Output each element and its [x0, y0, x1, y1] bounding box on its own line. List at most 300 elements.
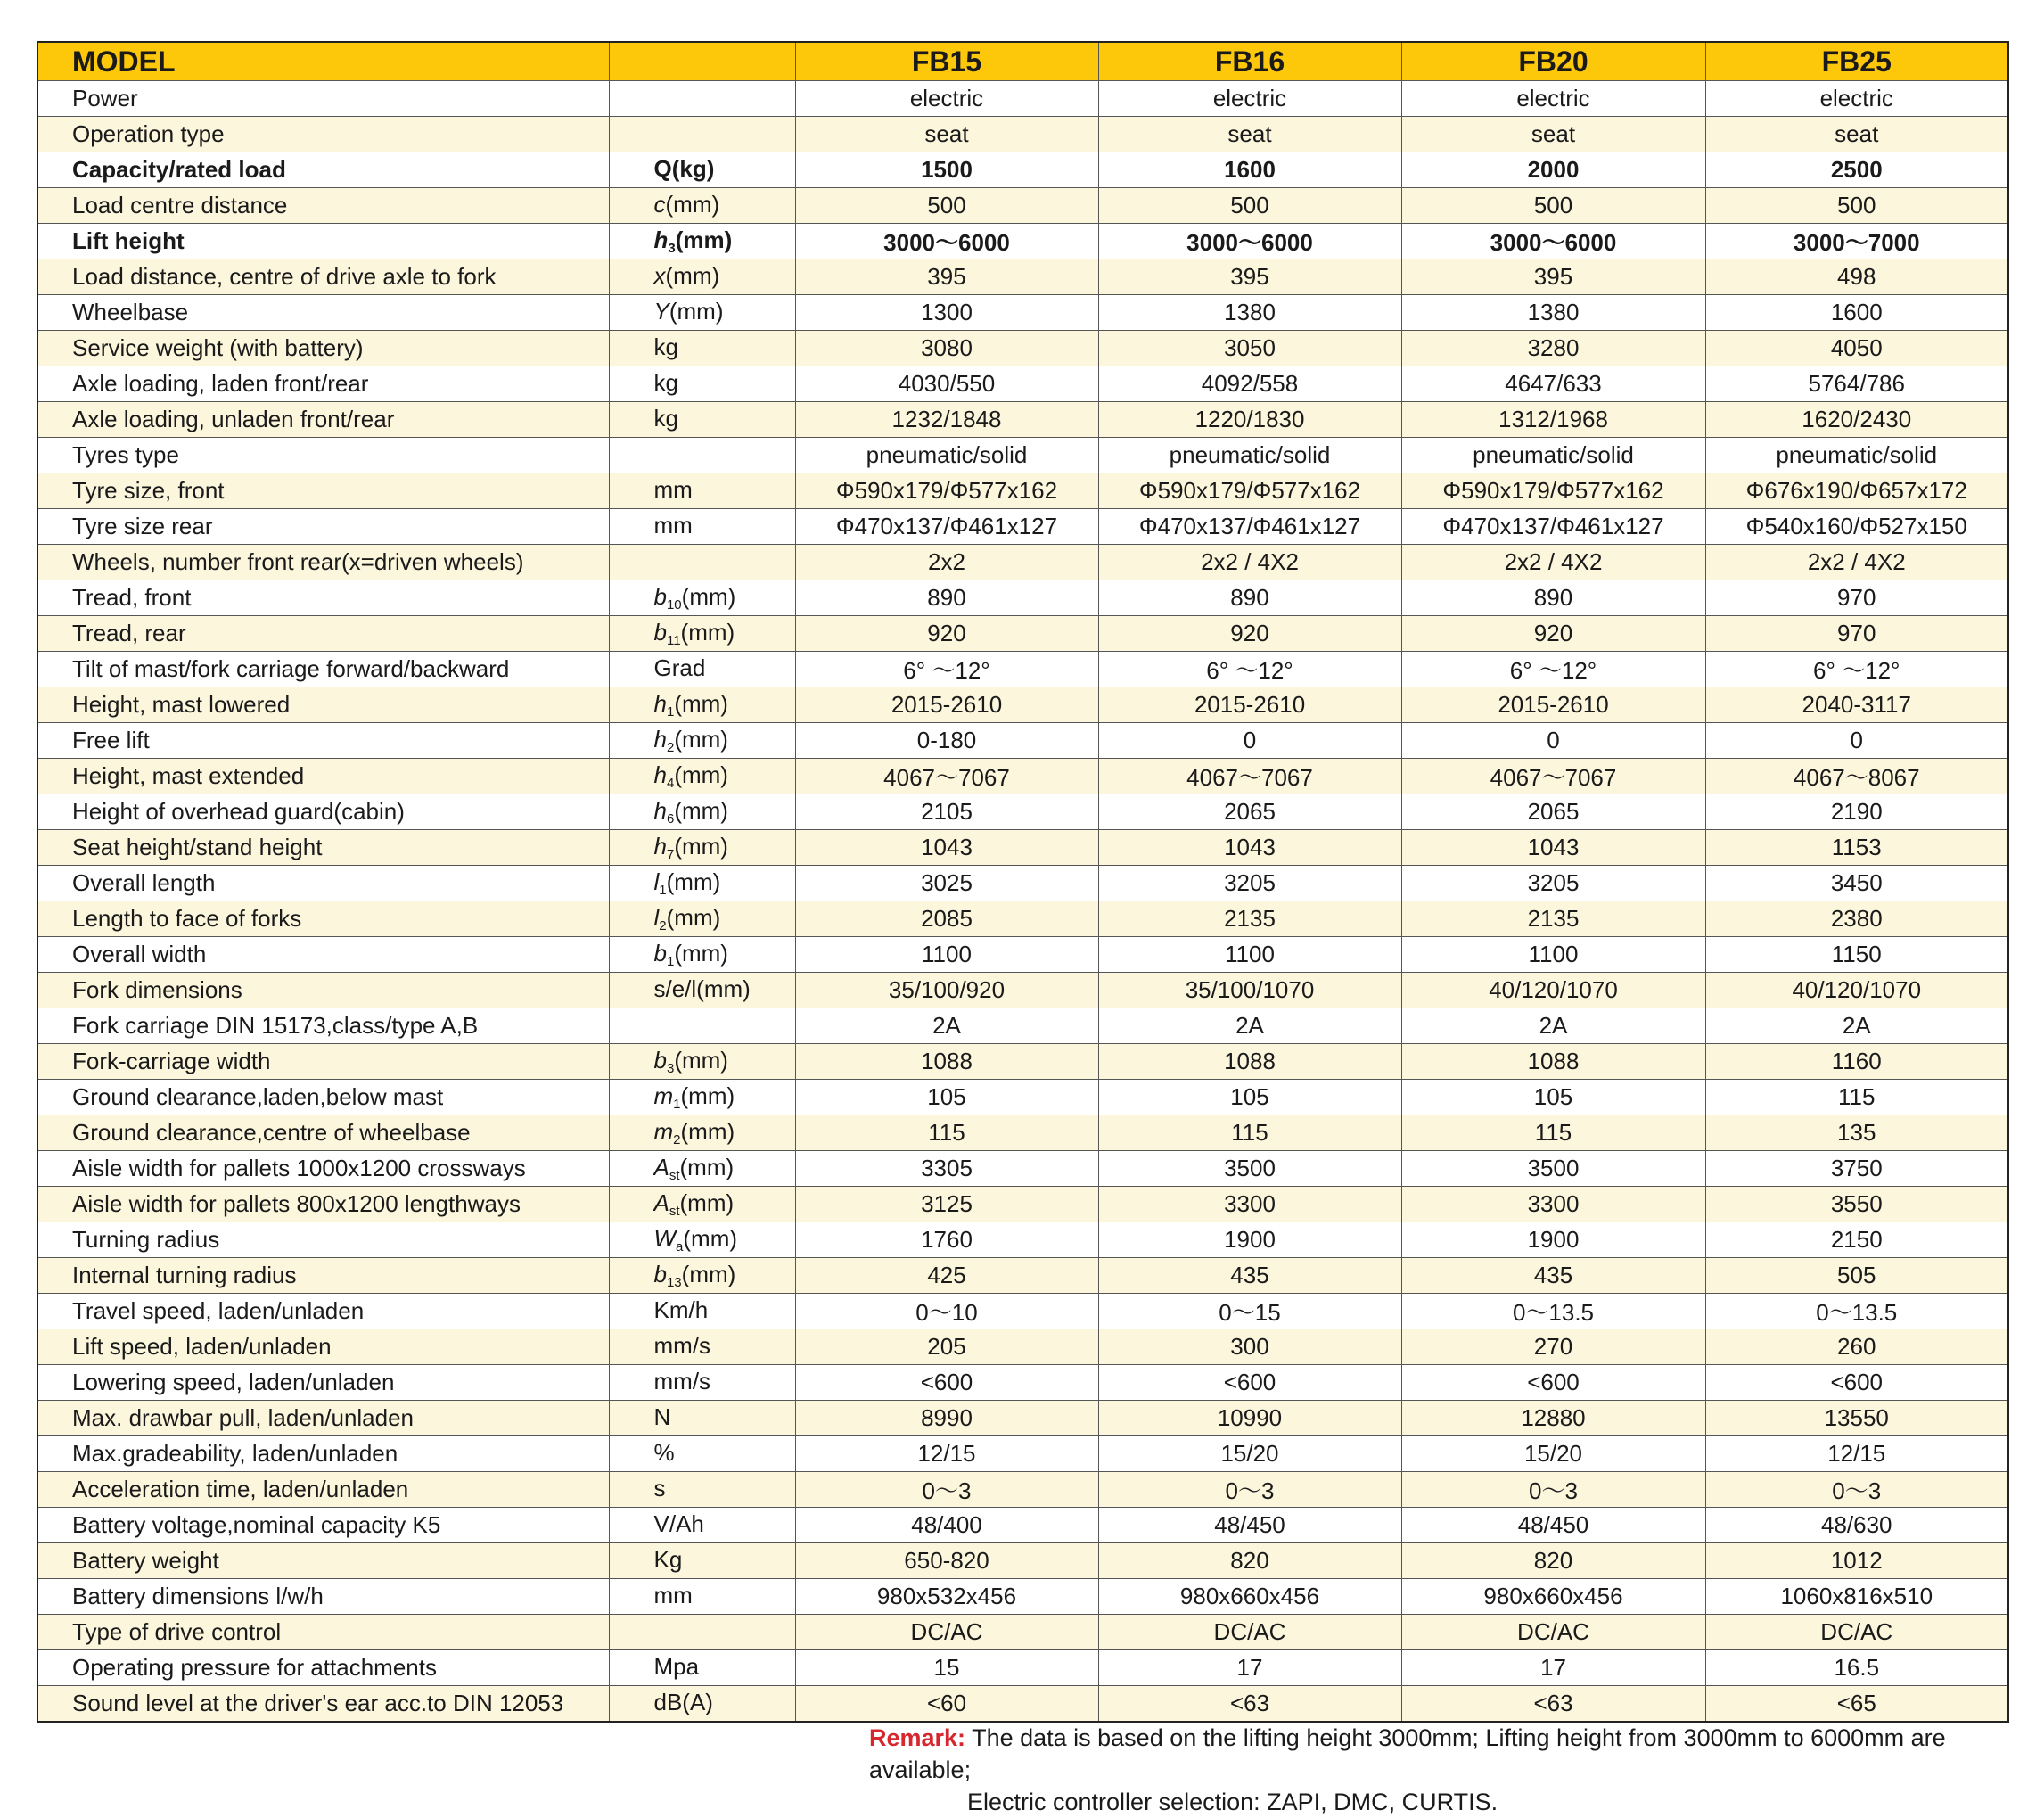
- unit-pre: kg: [653, 405, 678, 432]
- table-row: [37, 1294, 2008, 1329]
- value-fb20: 17: [1401, 1650, 1705, 1686]
- param-unit: [609, 1508, 795, 1543]
- value-fb15: 1500: [795, 152, 1098, 188]
- value-fb25: DC/AC: [1705, 1615, 2008, 1650]
- value-fb16: 15/20: [1098, 1436, 1401, 1472]
- param-unit: [609, 1365, 795, 1401]
- unit-sub: 2: [666, 740, 675, 755]
- value-fb25: 970: [1705, 616, 2008, 652]
- param-unit: [609, 259, 795, 295]
- value-fb25: 3450: [1705, 866, 2008, 901]
- table-row: [37, 295, 2008, 331]
- param-label: Sound level at the driver's ear acc.to DIN 12053: [37, 1686, 609, 1723]
- value-fb15: 0-180: [795, 723, 1098, 759]
- value-fb16: <600: [1098, 1365, 1401, 1401]
- value-fb25: 1150: [1705, 937, 2008, 973]
- param-label: Type of drive control: [37, 1615, 609, 1650]
- value-fb16: 395: [1098, 259, 1401, 295]
- param-unit: [609, 973, 795, 1008]
- unit-post: (mm): [675, 226, 733, 253]
- unit-pre: mm/s: [653, 1332, 711, 1359]
- param-unit: [609, 580, 795, 616]
- value-fb16: 2x2 / 4X2: [1098, 545, 1401, 580]
- value-fb15: 6° ～12°: [795, 652, 1098, 687]
- value-fb25: <65: [1705, 1686, 2008, 1723]
- model-header: MODEL: [37, 42, 609, 81]
- value-fb15: 115: [795, 1115, 1098, 1151]
- unit-sym: h: [653, 761, 667, 788]
- param-unit: [609, 1044, 795, 1080]
- value-fb16: 1100: [1098, 937, 1401, 973]
- value-fb20: 48/450: [1401, 1508, 1705, 1543]
- value-fb20: seat: [1401, 117, 1705, 152]
- param-label: Lift speed, laden/unladen: [37, 1329, 609, 1365]
- value-fb20: 6° ～12°: [1401, 652, 1705, 687]
- value-fb25: 498: [1705, 259, 2008, 295]
- value-fb15: 1232/1848: [795, 402, 1098, 438]
- unit-post: (mm): [669, 298, 724, 325]
- value-fb16: 2065: [1098, 794, 1401, 830]
- value-fb16: 2015-2610: [1098, 687, 1401, 723]
- value-fb15: 3080: [795, 331, 1098, 366]
- value-fb20: 3000～6000: [1401, 224, 1705, 259]
- value-fb16: DC/AC: [1098, 1615, 1401, 1650]
- unit-sym: l: [653, 904, 660, 931]
- unit-post: (mm): [674, 833, 728, 860]
- table-row: [37, 1080, 2008, 1115]
- table-row: [37, 81, 2008, 117]
- table-row: [37, 1472, 2008, 1508]
- value-fb16: 3300: [1098, 1187, 1401, 1222]
- param-label: Load distance, centre of drive axle to fork: [37, 259, 609, 295]
- unit-sub: 1: [659, 883, 667, 898]
- table-row: [37, 830, 2008, 866]
- value-fb25: 2x2 / 4X2: [1705, 545, 2008, 580]
- value-fb16: 105: [1098, 1080, 1401, 1115]
- table-row: [37, 1508, 2008, 1543]
- value-fb25: 135: [1705, 1115, 2008, 1151]
- param-unit: [609, 1436, 795, 1472]
- param-label: Tread, rear: [37, 616, 609, 652]
- param-label: Length to face of forks: [37, 901, 609, 937]
- unit-sub: 3: [666, 1061, 675, 1076]
- param-unit: [609, 901, 795, 937]
- param-unit: [609, 1579, 795, 1615]
- value-fb15: 650-820: [795, 1543, 1098, 1579]
- value-fb25: 2190: [1705, 794, 2008, 830]
- unit-pre: s/e/l(mm): [653, 975, 751, 1002]
- unit-sym: c: [653, 191, 666, 218]
- param-label: Acceleration time, laden/unladen: [37, 1472, 609, 1508]
- table-row: [37, 1686, 2008, 1723]
- param-label: Ground clearance,centre of wheelbase: [37, 1115, 609, 1151]
- value-fb15: 1088: [795, 1044, 1098, 1080]
- value-fb15: 205: [795, 1329, 1098, 1365]
- table-row: [37, 1258, 2008, 1294]
- unit-sym: h: [653, 690, 667, 717]
- value-fb15: 35/100/920: [795, 973, 1098, 1008]
- unit-sub: 1: [666, 704, 675, 720]
- value-fb20: 2000: [1401, 152, 1705, 188]
- param-label: Battery dimensions l/w/h: [37, 1579, 609, 1615]
- value-fb25: 13550: [1705, 1401, 2008, 1436]
- param-label: Service weight (with battery): [37, 331, 609, 366]
- value-fb25: 16.5: [1705, 1650, 2008, 1686]
- param-label: Fork dimensions: [37, 973, 609, 1008]
- value-fb20: 2135: [1401, 901, 1705, 937]
- table-row: [37, 866, 2008, 901]
- table-row: [37, 1615, 2008, 1650]
- param-unit: [609, 438, 795, 473]
- param-unit: [609, 1294, 795, 1329]
- unit-pre: Mpa: [653, 1653, 700, 1680]
- value-fb15: 2085: [795, 901, 1098, 937]
- value-fb20: 3500: [1401, 1151, 1705, 1187]
- value-fb16: 1380: [1098, 295, 1401, 331]
- remark-line-2: Electric controller selection: ZAPI, DMC, CURTIS.: [967, 1789, 1498, 1815]
- value-fb16: 820: [1098, 1543, 1401, 1579]
- param-label: Battery weight: [37, 1543, 609, 1579]
- value-fb15: Φ590x179/Φ577x162: [795, 473, 1098, 509]
- unit-pre: N: [653, 1403, 671, 1430]
- value-fb25: <600: [1705, 1365, 2008, 1401]
- param-unit: [609, 366, 795, 402]
- param-unit: [609, 1008, 795, 1044]
- param-label: Aisle width for pallets 1000x1200 crossways: [37, 1151, 609, 1187]
- param-unit: [609, 224, 795, 259]
- remark-label: Remark:: [869, 1724, 966, 1751]
- value-fb15: 3125: [795, 1187, 1098, 1222]
- unit-sub: 7: [666, 847, 675, 862]
- param-unit: [609, 1329, 795, 1365]
- value-fb16: 3500: [1098, 1151, 1401, 1187]
- table-row: [37, 616, 2008, 652]
- table-row: [37, 188, 2008, 224]
- unit-post: (mm): [674, 797, 728, 824]
- param-unit: [609, 81, 795, 117]
- param-label: Lift height: [37, 224, 609, 259]
- value-fb15: 105: [795, 1080, 1098, 1115]
- param-label: Tread, front: [37, 580, 609, 616]
- value-fb20: 4067～7067: [1401, 759, 1705, 794]
- value-fb20: 1380: [1401, 295, 1705, 331]
- table-row: [37, 794, 2008, 830]
- value-fb16: 1220/1830: [1098, 402, 1401, 438]
- table-row: [37, 1365, 2008, 1401]
- unit-sym: m: [653, 1118, 674, 1145]
- value-fb25: 1600: [1705, 295, 2008, 331]
- value-fb15: 2015-2610: [795, 687, 1098, 723]
- unit-post: (mm): [674, 940, 728, 967]
- value-fb25: Φ676x190/Φ657x172: [1705, 473, 2008, 509]
- value-fb20: 0～13.5: [1401, 1294, 1705, 1329]
- value-fb25: Φ540x160/Φ527x150: [1705, 509, 2008, 545]
- param-unit: [609, 1115, 795, 1151]
- param-unit: [609, 1650, 795, 1686]
- unit-pre: V/Ah: [653, 1510, 704, 1537]
- unit-header: [609, 42, 795, 81]
- unit-sym: x: [653, 262, 666, 289]
- unit-sub: 10: [666, 597, 682, 613]
- value-fb15: 8990: [795, 1401, 1098, 1436]
- param-label: Ground clearance,laden,below mast: [37, 1080, 609, 1115]
- model-fb20-header: FB20: [1401, 42, 1705, 81]
- table-row: [37, 473, 2008, 509]
- value-fb16: seat: [1098, 117, 1401, 152]
- table-row: [37, 1008, 2008, 1044]
- value-fb20: 1100: [1401, 937, 1705, 973]
- param-label: Free lift: [37, 723, 609, 759]
- value-fb15: 0～3: [795, 1472, 1098, 1508]
- unit-pre: mm: [653, 476, 693, 503]
- param-label: Tilt of mast/fork carriage forward/backward: [37, 652, 609, 687]
- unit-post: (mm): [666, 904, 721, 931]
- param-label: Height, mast lowered: [37, 687, 609, 723]
- value-fb20: 395: [1401, 259, 1705, 295]
- value-fb15: <60: [795, 1686, 1098, 1723]
- table-row: [37, 509, 2008, 545]
- table-row: [37, 1115, 2008, 1151]
- table-row: [37, 1222, 2008, 1258]
- param-unit: [609, 937, 795, 973]
- value-fb25: 40/120/1070: [1705, 973, 2008, 1008]
- param-unit: [609, 616, 795, 652]
- value-fb16: 890: [1098, 580, 1401, 616]
- value-fb25: 970: [1705, 580, 2008, 616]
- value-fb20: Φ470x137/Φ461x127: [1401, 509, 1705, 545]
- unit-sub: 3: [668, 241, 676, 256]
- model-fb15-header: FB15: [795, 42, 1098, 81]
- param-unit: [609, 1222, 795, 1258]
- table-row: [37, 973, 2008, 1008]
- value-fb16: 3050: [1098, 331, 1401, 366]
- table-row: [37, 259, 2008, 295]
- table-row: [37, 545, 2008, 580]
- value-fb15: DC/AC: [795, 1615, 1098, 1650]
- value-fb20: 3280: [1401, 331, 1705, 366]
- unit-post: (mm): [681, 1261, 736, 1287]
- param-label: Operation type: [37, 117, 609, 152]
- spec-table: [37, 41, 2009, 1723]
- value-fb25: 6° ～12°: [1705, 652, 2008, 687]
- value-fb20: 4647/633: [1401, 366, 1705, 402]
- value-fb20: 500: [1401, 188, 1705, 224]
- header-row: [37, 42, 2008, 81]
- param-unit: [609, 1686, 795, 1723]
- value-fb25: 5764/786: [1705, 366, 2008, 402]
- value-fb15: 4030/550: [795, 366, 1098, 402]
- param-unit: [609, 1543, 795, 1579]
- value-fb25: 1160: [1705, 1044, 2008, 1080]
- unit-pre: dB(A): [653, 1689, 713, 1715]
- param-unit: [609, 830, 795, 866]
- unit-post: (mm): [680, 619, 735, 646]
- value-fb15: 4067～7067: [795, 759, 1098, 794]
- unit-sym: A: [653, 1189, 669, 1216]
- param-label: Tyre size, front: [37, 473, 609, 509]
- value-fb15: 2x2: [795, 545, 1098, 580]
- param-unit: [609, 152, 795, 188]
- value-fb25: 2380: [1705, 901, 2008, 937]
- unit-sym: W: [653, 1225, 677, 1252]
- value-fb16: electric: [1098, 81, 1401, 117]
- unit-pre: kg: [653, 369, 678, 396]
- value-fb16: 10990: [1098, 1401, 1401, 1436]
- unit-post: (mm): [666, 868, 721, 895]
- value-fb16: <63: [1098, 1686, 1401, 1723]
- unit-pre: s: [653, 1475, 666, 1501]
- model-fb16-header: FB16: [1098, 42, 1401, 81]
- value-fb20: 980x660x456: [1401, 1579, 1705, 1615]
- unit-sub: 1: [666, 954, 675, 969]
- unit-sym: b: [653, 583, 667, 610]
- param-label: Wheelbase: [37, 295, 609, 331]
- unit-sub: 13: [666, 1275, 682, 1290]
- value-fb25: 12/15: [1705, 1436, 2008, 1472]
- param-label: Capacity/rated load: [37, 152, 609, 188]
- value-fb15: 1100: [795, 937, 1098, 973]
- value-fb16: 3000～6000: [1098, 224, 1401, 259]
- value-fb16: 4092/558: [1098, 366, 1401, 402]
- unit-post: (mm): [674, 1047, 728, 1074]
- unit-sym: b: [653, 1047, 667, 1074]
- param-label: Max. drawbar pull, laden/unladen: [37, 1401, 609, 1436]
- unit-post: (mm): [665, 191, 720, 218]
- value-fb15: 1760: [795, 1222, 1098, 1258]
- unit-sym: A: [653, 1154, 669, 1180]
- value-fb15: seat: [795, 117, 1098, 152]
- value-fb25: pneumatic/solid: [1705, 438, 2008, 473]
- table-row: [37, 652, 2008, 687]
- value-fb15: 1300: [795, 295, 1098, 331]
- param-unit: [609, 1472, 795, 1508]
- value-fb25: 115: [1705, 1080, 2008, 1115]
- value-fb16: Φ470x137/Φ461x127: [1098, 509, 1401, 545]
- value-fb16: 4067～7067: [1098, 759, 1401, 794]
- value-fb20: pneumatic/solid: [1401, 438, 1705, 473]
- unit-sym: h: [653, 797, 667, 824]
- remark: [869, 1722, 2019, 1818]
- value-fb16: 435: [1098, 1258, 1401, 1294]
- value-fb15: 12/15: [795, 1436, 1098, 1472]
- value-fb25: 1060x816x510: [1705, 1579, 2008, 1615]
- table-row: [37, 1329, 2008, 1365]
- unit-sym: b: [653, 1261, 667, 1287]
- value-fb16: 35/100/1070: [1098, 973, 1401, 1008]
- param-unit: [609, 402, 795, 438]
- value-fb25: 2500: [1705, 152, 2008, 188]
- table-row: [37, 152, 2008, 188]
- value-fb25: 500: [1705, 188, 2008, 224]
- table-row: [37, 1401, 2008, 1436]
- value-fb25: 3000～7000: [1705, 224, 2008, 259]
- value-fb15: 48/400: [795, 1508, 1098, 1543]
- param-unit: [609, 723, 795, 759]
- unit-post: (mm): [679, 1189, 735, 1216]
- unit-sub: 2: [673, 1132, 681, 1148]
- value-fb20: 1900: [1401, 1222, 1705, 1258]
- value-fb20: 12880: [1401, 1401, 1705, 1436]
- value-fb15: <600: [795, 1365, 1098, 1401]
- value-fb20: electric: [1401, 81, 1705, 117]
- value-fb16: 6° ～12°: [1098, 652, 1401, 687]
- table-row: [37, 1650, 2008, 1686]
- param-unit: [609, 1401, 795, 1436]
- value-fb20: 2A: [1401, 1008, 1705, 1044]
- unit-post: (mm): [674, 761, 728, 788]
- unit-sym: b: [653, 940, 667, 967]
- param-label: Turning radius: [37, 1222, 609, 1258]
- value-fb16: Φ590x179/Φ577x162: [1098, 473, 1401, 509]
- table-row: [37, 117, 2008, 152]
- param-label: Power: [37, 81, 609, 117]
- value-fb25: 4050: [1705, 331, 2008, 366]
- table-row: [37, 1436, 2008, 1472]
- param-label: Overall length: [37, 866, 609, 901]
- unit-sym: m: [653, 1082, 674, 1109]
- value-fb16: 500: [1098, 188, 1401, 224]
- param-unit: [609, 1187, 795, 1222]
- param-unit: [609, 473, 795, 509]
- unit-sub: 4: [666, 776, 675, 791]
- param-label: Wheels, number front rear(x=driven wheels): [37, 545, 609, 580]
- param-unit: [609, 509, 795, 545]
- unit-sub: st: [669, 1204, 680, 1219]
- param-unit: [609, 866, 795, 901]
- param-label: Fork carriage DIN 15173,class/type A,B: [37, 1008, 609, 1044]
- value-fb16: 0～15: [1098, 1294, 1401, 1329]
- value-fb16: pneumatic/solid: [1098, 438, 1401, 473]
- unit-pre: mm: [653, 512, 693, 539]
- param-label: Axle loading, laden front/rear: [37, 366, 609, 402]
- param-label: Operating pressure for attachments: [37, 1650, 609, 1686]
- spec-body: [37, 81, 2008, 1723]
- value-fb15: 3000～6000: [795, 224, 1098, 259]
- unit-sym: h: [653, 726, 667, 753]
- value-fb15: 890: [795, 580, 1098, 616]
- param-unit: [609, 1080, 795, 1115]
- value-fb20: Φ590x179/Φ577x162: [1401, 473, 1705, 509]
- value-fb16: 0: [1098, 723, 1401, 759]
- value-fb20: 1088: [1401, 1044, 1705, 1080]
- value-fb16: 980x660x456: [1098, 1579, 1401, 1615]
- value-fb25: 2040-3117: [1705, 687, 2008, 723]
- value-fb16: 2135: [1098, 901, 1401, 937]
- value-fb20: 15/20: [1401, 1436, 1705, 1472]
- table-row: [37, 580, 2008, 616]
- param-label: Height of overhead guard(cabin): [37, 794, 609, 830]
- value-fb20: 820: [1401, 1543, 1705, 1579]
- unit-sub: a: [676, 1239, 684, 1255]
- value-fb15: 15: [795, 1650, 1098, 1686]
- param-label: Axle loading, unladen front/rear: [37, 402, 609, 438]
- value-fb20: 115: [1401, 1115, 1705, 1151]
- unit-sym: b: [653, 619, 667, 646]
- param-unit: [609, 188, 795, 224]
- unit-sub: st: [669, 1168, 680, 1183]
- value-fb25: seat: [1705, 117, 2008, 152]
- value-fb20: 2015-2610: [1401, 687, 1705, 723]
- unit-pre: mm: [653, 1582, 693, 1608]
- remark-line-1: The data is based on the lifting height 3000mm; Lifting height from 3000mm to 6000mm are available;: [869, 1724, 1946, 1783]
- value-fb20: DC/AC: [1401, 1615, 1705, 1650]
- value-fb15: 1043: [795, 830, 1098, 866]
- unit-pre: Q(kg): [653, 155, 715, 182]
- value-fb20: 890: [1401, 580, 1705, 616]
- unit-sub: 6: [666, 811, 675, 827]
- value-fb20: 2065: [1401, 794, 1705, 830]
- value-fb20: 3205: [1401, 866, 1705, 901]
